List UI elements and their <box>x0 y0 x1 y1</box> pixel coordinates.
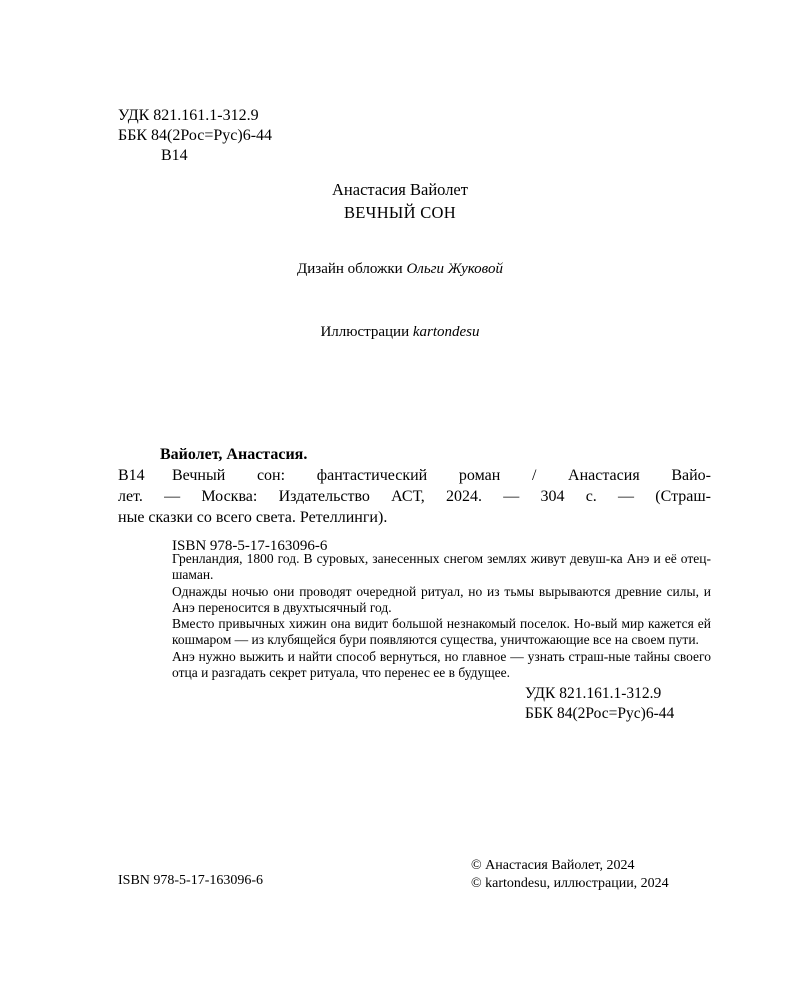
bib-author-heading: Вайолет, Анастасия. <box>160 446 308 463</box>
annotation <box>172 551 711 681</box>
bib-code: В14 <box>118 467 145 484</box>
bibliographic-record <box>118 444 711 557</box>
bib-line-1: Вечный сон: фантастический роман / Анастасия Вайо- <box>172 467 711 484</box>
book-title: ВЕЧНЫЙ СОН <box>344 203 456 222</box>
design-prefix: Дизайн обложки <box>297 261 403 277</box>
bib-isbn: ISBN 978-5-17-163096-6 <box>172 538 328 554</box>
annotation-classification <box>525 684 674 724</box>
bib-line-2: лет. — Москва: Издательство АСТ, 2024. — 304 с. — (Страш- <box>118 488 711 505</box>
bib-line-3: ные сказки со всего света. Ретеллинги). <box>118 509 388 526</box>
annotation-bbk: ББК 84(2Рос=Рус)6-44 <box>525 705 675 722</box>
copyright-block <box>471 857 669 893</box>
udk-code: УДК 821.161.1-312.9 <box>118 107 259 124</box>
bbk-code: ББК 84(2Рос=Рус)6-44 <box>118 127 273 144</box>
footer-isbn: ISBN 978-5-17-163096-6 <box>118 873 264 888</box>
copyright-illustrator: © kartondesu, иллюстрации, 2024 <box>471 876 669 891</box>
annotation-udk: УДК 821.161.1-312.9 <box>525 685 662 702</box>
top-classification <box>118 106 272 166</box>
illus-prefix: Иллюстрации <box>320 324 410 340</box>
annotation-paragraph: Вместо привычных хижин она видит большой незнакомый поселок. Но-вый мир кажется ей кошмаром — из клубящейся бури появляются существа, уничтожающие все на своем пути. <box>172 616 711 648</box>
annotation-paragraph: Анэ нужно выжить и найти способ вернуться, но главное — узнать страш-ные тайны своего отца и разгадать секрет ритуала, что перенес ее в будущее. <box>172 648 711 681</box>
author-sign-code: В14 <box>161 147 188 164</box>
annotation-paragraph: Гренландия, 1800 год. В суровых, занесенных снегом землях живут девуш-ка Анэ и её отец-шаман. <box>172 551 711 583</box>
cover-design-credit <box>0 261 800 278</box>
bib-first-row <box>118 465 711 486</box>
illustrator-name: kartondesu <box>412 324 480 340</box>
annotation-paragraph: Однажды ночью они проводят очередной ритуал, но из тьмы вырываются древние силы, и Анэ переносится в двухтысячный год. <box>172 583 711 615</box>
author-name: Анастасия Вайолет <box>332 180 468 199</box>
designer-name: Ольги Жуковой <box>406 261 503 277</box>
illustration-credit <box>0 324 800 341</box>
copyright-author: © Анастасия Вайолет, 2024 <box>471 858 635 873</box>
